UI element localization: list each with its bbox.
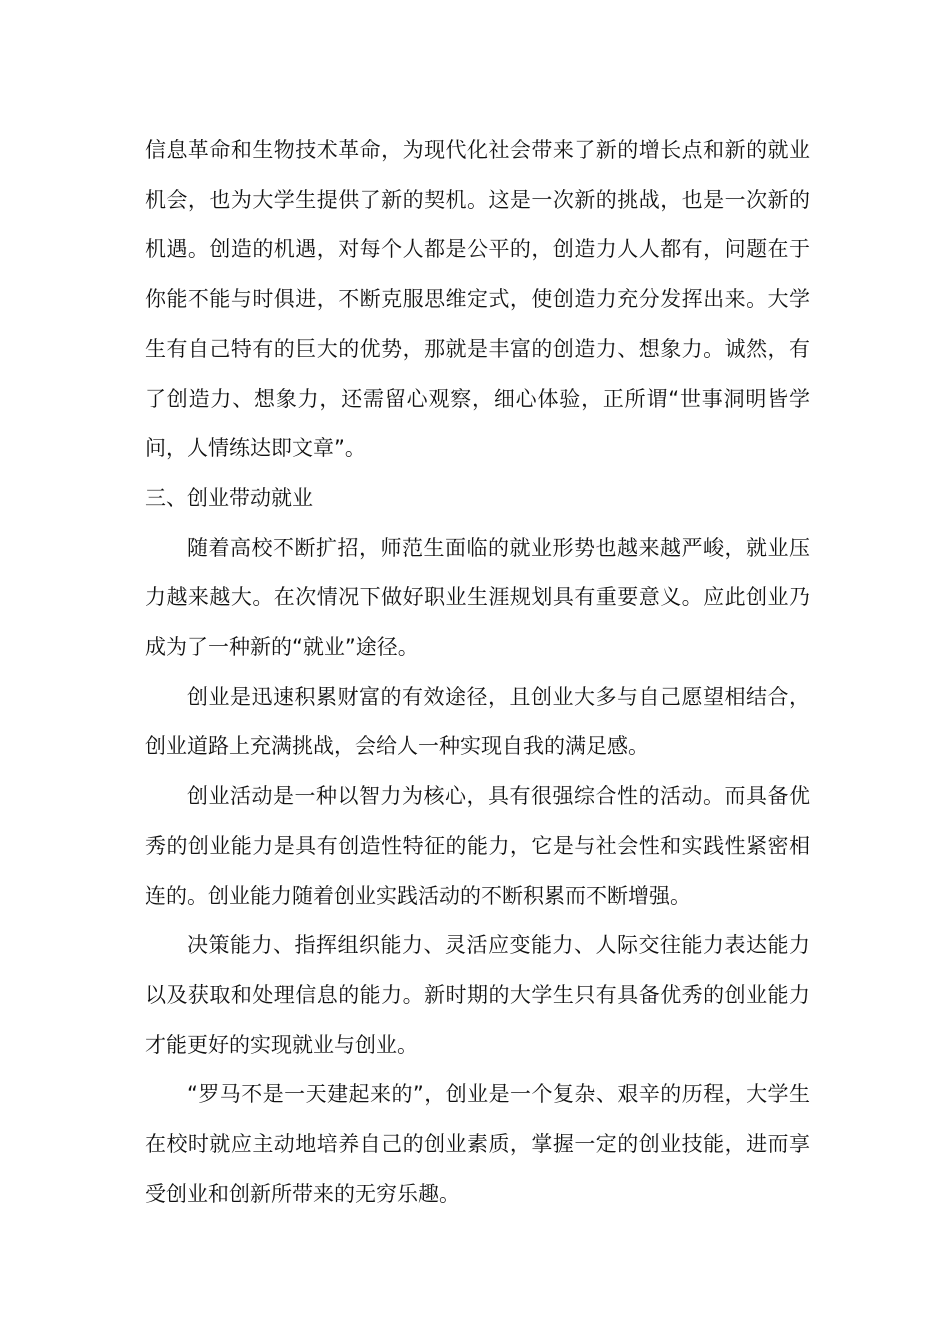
paragraph-activity: 创业活动是一种以智力为核心，具有很强综合性的活动。而具备优秀的创业能力是具有创造性特征的能力，它是与社会性和实践性紧密相连的。创业能力随着创业实践活动的不断积累而不断增强。 <box>145 784 810 908</box>
paragraph-employment-pressure: 随着高校不断扩招，师范生面临的就业形势也越来越严峻，就业压力越来越大。在次情况下做好职业生涯规划具有重要意义。应此创业乃成为了一种新的“就业”途径。 <box>145 535 810 660</box>
document-body <box>145 126 810 1219</box>
paragraph-abilities: 决策能力、指挥组织能力、灵活应变能力、人际交往能力表达能力以及获取和处理信息的能力。新时期的大学生只有具备优秀的创业能力才能更好的实现就业与创业。 <box>145 933 810 1057</box>
paragraph-wealth: 创业是迅速积累财富的有效途径，且创业大多与自己愿望相结合，创业道路上充满挑战，会给人一种实现自我的满足感。 <box>145 684 810 759</box>
paragraph-rome: “罗马不是一天建起来的”，创业是一个复杂、艰辛的历程，大学生在校时就应主动地培养自己的创业素质，掌握一定的创业技能，进而享受创业和创新所带来的无穷乐趣。 <box>145 1082 810 1206</box>
paragraph-intro: 信息革命和生物技术革命，为现代化社会带来了新的增长点和新的就业机会，也为大学生提供了新的契机。这是一次新的挑战，也是一次新的机遇。创造的机遇，对每个人都是公平的，创造力人人都有，问题在于你能不能与时俱进，不断克服思维定式，使创造力充分发挥出来。大学生有自己特有的巨大的优势，那就是丰富的创造力、想象力。诚然，有了创造力、想象力，还需留心观察，细心体验，正所谓“世事洞明皆学问，人情练达即文章”。 <box>145 138 810 461</box>
section-heading: 三、创业带动就业 <box>145 485 313 510</box>
